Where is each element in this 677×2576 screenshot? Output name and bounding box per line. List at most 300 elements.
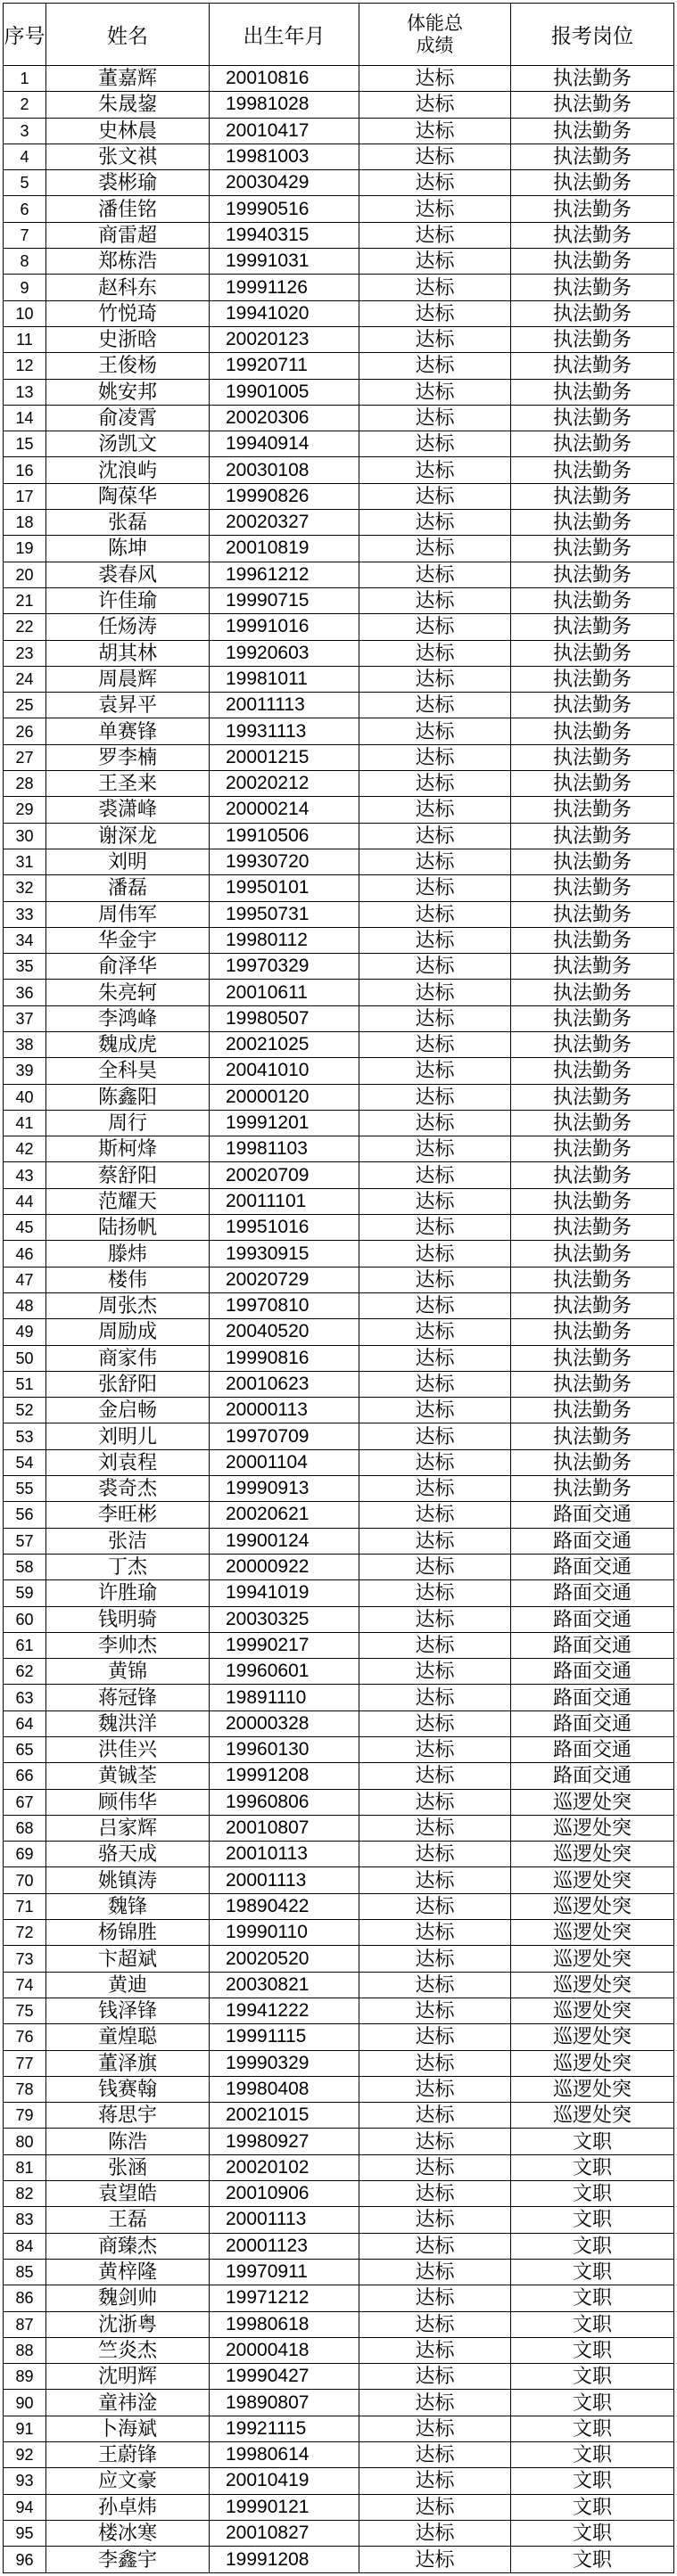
cell-no: 76: [4, 2024, 46, 2050]
cell-no: 24: [4, 666, 46, 692]
table-row: [4, 118, 674, 144]
cell-score: 达标: [359, 1789, 511, 1815]
cell-no: 64: [4, 1710, 46, 1736]
cell-birth: 19981011: [210, 666, 359, 692]
table-row: [4, 1084, 674, 1110]
cell-birth: 20030429: [210, 170, 359, 196]
cell-birth: 19941019: [210, 1580, 359, 1606]
cell-name: 汤凯文: [46, 431, 210, 457]
cell-no: 60: [4, 1606, 46, 1632]
table-row: [4, 849, 674, 874]
cell-post: 路面交通: [511, 1737, 674, 1763]
cell-name: 楼冰寒: [46, 2520, 210, 2546]
cell-score: 达标: [359, 797, 511, 823]
cell-birth: 19940315: [210, 222, 359, 248]
cell-score: 达标: [359, 1946, 511, 1972]
table-row: [4, 1946, 674, 1972]
cell-birth: 20000328: [210, 1710, 359, 1736]
cell-score: 达标: [359, 875, 511, 901]
cell-birth: 19960806: [210, 1789, 359, 1815]
cell-name: 魏洪洋: [46, 1710, 210, 1736]
header-birth: 出生年月: [210, 4, 359, 66]
cell-birth: 20001123: [210, 2233, 359, 2259]
cell-name: 洪佳兴: [46, 1737, 210, 1763]
cell-score: 达标: [359, 1580, 511, 1606]
cell-birth: 19890807: [210, 2390, 359, 2416]
cell-post: 执法勤务: [511, 1319, 674, 1345]
cell-score: 达标: [359, 2468, 511, 2494]
cell-score: 达标: [359, 1005, 511, 1031]
cell-post: 路面交通: [511, 1502, 674, 1528]
cell-no: 30: [4, 823, 46, 849]
table-row: [4, 1972, 674, 1998]
cell-name: 杨锦胜: [46, 1920, 210, 1946]
cell-name: 黄锦: [46, 1659, 210, 1685]
cell-post: 执法勤务: [511, 275, 674, 300]
cell-no: 34: [4, 927, 46, 953]
cell-post: 执法勤务: [511, 1031, 674, 1057]
table-row: [4, 666, 674, 692]
cell-score: 达标: [359, 1842, 511, 1867]
cell-name: 张舒阳: [46, 1371, 210, 1397]
cell-name: 李帅杰: [46, 1632, 210, 1658]
cell-birth: 20000113: [210, 1398, 359, 1423]
cell-birth: 19970329: [210, 954, 359, 980]
cell-post: 路面交通: [511, 1554, 674, 1579]
cell-name: 魏成虎: [46, 1031, 210, 1057]
table-row: [4, 222, 674, 248]
cell-post: 执法勤务: [511, 954, 674, 980]
cell-birth: 19990715: [210, 587, 359, 613]
cell-name: 金启畅: [46, 1398, 210, 1423]
table-row: [4, 823, 674, 849]
cell-no: 93: [4, 2468, 46, 2494]
table-row: [4, 1058, 674, 1084]
cell-no: 19: [4, 536, 46, 562]
table-row: [4, 510, 674, 536]
cell-birth: 19950101: [210, 875, 359, 901]
table-row: [4, 1710, 674, 1736]
cell-score: 达标: [359, 1292, 511, 1318]
cell-no: 44: [4, 1188, 46, 1214]
cell-score: 达标: [359, 2103, 511, 2129]
table-row: [4, 66, 674, 92]
cell-birth: 19961212: [210, 562, 359, 587]
cell-post: 执法勤务: [511, 457, 674, 483]
cell-no: 65: [4, 1737, 46, 1763]
cell-score: 达标: [359, 300, 511, 326]
cell-no: 84: [4, 2233, 46, 2259]
cell-score: 达标: [359, 353, 511, 379]
cell-birth: 20021025: [210, 1031, 359, 1057]
table-row: [4, 875, 674, 901]
cell-post: 执法勤务: [511, 1162, 674, 1188]
cell-name: 郑栋浩: [46, 249, 210, 275]
cell-post: 执法勤务: [511, 666, 674, 692]
table-row: [4, 92, 674, 118]
cell-score: 达标: [359, 1920, 511, 1946]
cell-name: 卜海斌: [46, 2416, 210, 2441]
table-row: [4, 196, 674, 222]
cell-post: 执法勤务: [511, 640, 674, 666]
table-row: [4, 1215, 674, 1241]
cell-birth: 19930915: [210, 1241, 359, 1267]
cell-birth: 19991208: [210, 2547, 359, 2573]
cell-post: 执法勤务: [511, 118, 674, 144]
cell-post: 巡逻处突: [511, 1946, 674, 1972]
cell-score: 达标: [359, 1815, 511, 1841]
table-row: [4, 275, 674, 300]
cell-name: 任炀涛: [46, 614, 210, 640]
table-row: [4, 1893, 674, 1919]
header-post: 报考岗位: [511, 4, 674, 66]
cell-score: 达标: [359, 954, 511, 980]
cell-birth: 19980112: [210, 927, 359, 953]
table-row: [4, 483, 674, 509]
cell-no: 68: [4, 1815, 46, 1841]
cell-birth: 20020520: [210, 1946, 359, 1972]
cell-no: 69: [4, 1842, 46, 1867]
cell-no: 67: [4, 1789, 46, 1815]
cell-name: 俞泽华: [46, 954, 210, 980]
table-row: [4, 1476, 674, 1502]
cell-score: 达标: [359, 1162, 511, 1188]
table-row: [4, 405, 674, 431]
cell-name: 王蔚锋: [46, 2442, 210, 2468]
cell-score: 达标: [359, 1710, 511, 1736]
cell-birth: 20010417: [210, 118, 359, 144]
cell-score: 达标: [359, 510, 511, 536]
cell-birth: 19941222: [210, 1998, 359, 2023]
cell-birth: 19971212: [210, 2285, 359, 2311]
cell-post: 执法勤务: [511, 587, 674, 613]
cell-score: 达标: [359, 2390, 511, 2416]
table-row: [4, 771, 674, 797]
cell-post: 文职: [511, 2259, 674, 2285]
cell-birth: 20030325: [210, 1606, 359, 1632]
cell-post: 执法勤务: [511, 1215, 674, 1241]
cell-name: 李鑫宇: [46, 2547, 210, 2573]
cell-score: 达标: [359, 1685, 511, 1710]
cell-score: 达标: [359, 379, 511, 405]
table-row: [4, 1371, 674, 1397]
cell-birth: 19920711: [210, 353, 359, 379]
cell-no: 62: [4, 1659, 46, 1685]
table-header: [4, 4, 674, 66]
cell-name: 孙卓炜: [46, 2494, 210, 2520]
cell-birth: 20030821: [210, 1972, 359, 1998]
cell-no: 2: [4, 92, 46, 118]
cell-score: 达标: [359, 1893, 511, 1919]
cell-no: 74: [4, 1972, 46, 1998]
cell-birth: 20020729: [210, 1267, 359, 1292]
cell-name: 蔡舒阳: [46, 1162, 210, 1188]
table-row: [4, 2129, 674, 2154]
cell-name: 钱赛翰: [46, 2076, 210, 2102]
cell-post: 巡逻处突: [511, 1789, 674, 1815]
cell-score: 达标: [359, 587, 511, 613]
cell-no: 27: [4, 744, 46, 770]
cell-post: 执法勤务: [511, 927, 674, 953]
table-row: [4, 536, 674, 562]
cell-birth: 19920603: [210, 640, 359, 666]
cell-post: 执法勤务: [511, 1241, 674, 1267]
cell-birth: 19980507: [210, 1005, 359, 1031]
cell-no: 42: [4, 1136, 46, 1162]
cell-name: 刘袁程: [46, 1449, 210, 1475]
table-row: [4, 2416, 674, 2441]
table-row: [4, 2154, 674, 2180]
cell-no: 82: [4, 2181, 46, 2207]
cell-name: 顾伟华: [46, 1789, 210, 1815]
cell-birth: 19980927: [210, 2129, 359, 2154]
header-row: [4, 4, 674, 66]
cell-score: 达标: [359, 980, 511, 1005]
cell-no: 50: [4, 1345, 46, 1371]
cell-score: 达标: [359, 2416, 511, 2441]
cell-birth: 19940914: [210, 431, 359, 457]
table-row: [4, 1737, 674, 1763]
cell-post: 文职: [511, 2442, 674, 2468]
cell-birth: 19990913: [210, 1476, 359, 1502]
cell-post: 执法勤务: [511, 693, 674, 718]
cell-post: 文职: [511, 2337, 674, 2363]
cell-birth: 19990329: [210, 2050, 359, 2076]
cell-score: 达标: [359, 927, 511, 953]
table-row: [4, 2103, 674, 2129]
cell-name: 黄梓隆: [46, 2259, 210, 2285]
cell-no: 31: [4, 849, 46, 874]
table-row: [4, 927, 674, 953]
cell-no: 90: [4, 2390, 46, 2416]
cell-name: 陆扬帆: [46, 1215, 210, 1241]
cell-score: 达标: [359, 1972, 511, 1998]
table-row: [4, 587, 674, 613]
cell-score: 达标: [359, 1058, 511, 1084]
cell-birth: 19890422: [210, 1893, 359, 1919]
table-row: [4, 2076, 674, 2102]
cell-no: 9: [4, 275, 46, 300]
cell-name: 竺炎杰: [46, 2337, 210, 2363]
cell-post: 执法勤务: [511, 980, 674, 1005]
cell-no: 89: [4, 2364, 46, 2390]
cell-name: 张文祺: [46, 144, 210, 169]
cell-birth: 19921115: [210, 2416, 359, 2441]
cell-no: 29: [4, 797, 46, 823]
cell-score: 达标: [359, 2129, 511, 2154]
table-row: [4, 901, 674, 927]
cell-name: 朱亮轲: [46, 980, 210, 1005]
cell-birth: 19990826: [210, 483, 359, 509]
cell-score: 达标: [359, 640, 511, 666]
table-row: [4, 1345, 674, 1371]
table-row: [4, 2050, 674, 2076]
cell-post: 执法勤务: [511, 875, 674, 901]
cell-birth: 19900124: [210, 1528, 359, 1554]
cell-name: 李鸿峰: [46, 1005, 210, 1031]
cell-birth: 20020709: [210, 1162, 359, 1188]
cell-no: 55: [4, 1476, 46, 1502]
table-row: [4, 1580, 674, 1606]
cell-no: 23: [4, 640, 46, 666]
cell-birth: 19931113: [210, 718, 359, 744]
cell-name: 陈鑫阳: [46, 1084, 210, 1110]
cell-post: 执法勤务: [511, 1292, 674, 1318]
cell-name: 史林晨: [46, 118, 210, 144]
cell-post: 文职: [511, 2154, 674, 2180]
cell-birth: 19970709: [210, 1423, 359, 1449]
cell-post: 执法勤务: [511, 144, 674, 169]
cell-birth: 20000214: [210, 797, 359, 823]
cell-score: 达标: [359, 2207, 511, 2233]
cell-no: 1: [4, 66, 46, 92]
cell-no: 61: [4, 1632, 46, 1658]
cell-name: 史浙晗: [46, 326, 210, 352]
cell-no: 15: [4, 431, 46, 457]
cell-name: 商雷超: [46, 222, 210, 248]
cell-birth: 20011113: [210, 693, 359, 718]
cell-birth: 20011101: [210, 1188, 359, 1214]
table-row: [4, 1685, 674, 1710]
cell-post: 巡逻处突: [511, 2076, 674, 2102]
cell-name: 滕炜: [46, 1241, 210, 1267]
cell-no: 7: [4, 222, 46, 248]
cell-post: 执法勤务: [511, 744, 674, 770]
table-row: [4, 1267, 674, 1292]
cell-birth: 19990816: [210, 1345, 359, 1371]
cell-score: 达标: [359, 1737, 511, 1763]
cell-score: 达标: [359, 2024, 511, 2050]
cell-birth: 19991208: [210, 1763, 359, 1789]
cell-post: 路面交通: [511, 1685, 674, 1710]
cell-birth: 20020102: [210, 2154, 359, 2180]
table-row: [4, 1292, 674, 1318]
cell-birth: 20020212: [210, 771, 359, 797]
cell-score: 达标: [359, 1136, 511, 1162]
cell-score: 达标: [359, 92, 511, 118]
header-fitness-line1: 体能总: [407, 12, 463, 34]
cell-no: 63: [4, 1685, 46, 1710]
cell-post: 执法勤务: [511, 92, 674, 118]
cell-post: 执法勤务: [511, 1267, 674, 1292]
table-row: [4, 1398, 674, 1423]
cell-score: 达标: [359, 275, 511, 300]
cell-name: 童煌聪: [46, 2024, 210, 2050]
cell-no: 71: [4, 1893, 46, 1919]
cell-no: 94: [4, 2494, 46, 2520]
cell-post: 路面交通: [511, 1528, 674, 1554]
cell-post: 路面交通: [511, 1659, 674, 1685]
cell-post: 巡逻处突: [511, 2050, 674, 2076]
table-row: [4, 2468, 674, 2494]
cell-score: 达标: [359, 1267, 511, 1292]
table-row: [4, 2494, 674, 2520]
cell-name: 王俊杨: [46, 353, 210, 379]
cell-birth: 20020621: [210, 1502, 359, 1528]
cell-no: 5: [4, 170, 46, 196]
cell-score: 达标: [359, 1371, 511, 1397]
cell-score: 达标: [359, 1215, 511, 1241]
cell-birth: 19980408: [210, 2076, 359, 2102]
cell-name: 沈浪屿: [46, 457, 210, 483]
cell-no: 83: [4, 2207, 46, 2233]
cell-post: 巡逻处突: [511, 1920, 674, 1946]
cell-no: 52: [4, 1398, 46, 1423]
cell-no: 46: [4, 1241, 46, 1267]
cell-birth: 19970810: [210, 1292, 359, 1318]
cell-no: 21: [4, 587, 46, 613]
table-row: [4, 300, 674, 326]
cell-birth: 20001215: [210, 744, 359, 770]
cell-no: 75: [4, 1998, 46, 2023]
cell-score: 达标: [359, 1241, 511, 1267]
cell-score: 达标: [359, 718, 511, 744]
cell-birth: 19990516: [210, 196, 359, 222]
cell-score: 达标: [359, 1031, 511, 1057]
cell-score: 达标: [359, 1606, 511, 1632]
cell-no: 72: [4, 1920, 46, 1946]
cell-no: 13: [4, 379, 46, 405]
table-row: [4, 1659, 674, 1685]
cell-post: 执法勤务: [511, 405, 674, 431]
cell-no: 96: [4, 2547, 46, 2573]
cell-post: 路面交通: [511, 1632, 674, 1658]
table-row: [4, 1528, 674, 1554]
table-row: [4, 170, 674, 196]
cell-birth: 19901005: [210, 379, 359, 405]
cell-score: 达标: [359, 2311, 511, 2337]
cell-no: 6: [4, 196, 46, 222]
cell-name: 袁望皓: [46, 2181, 210, 2207]
cell-name: 周伟军: [46, 901, 210, 927]
cell-name: 胡其林: [46, 640, 210, 666]
cell-name: 黄铖荃: [46, 1763, 210, 1789]
table-row: [4, 2547, 674, 2573]
cell-post: 路面交通: [511, 1763, 674, 1789]
cell-birth: 19951016: [210, 1215, 359, 1241]
cell-post: 执法勤务: [511, 797, 674, 823]
cell-no: 40: [4, 1084, 46, 1110]
table-row: [4, 1842, 674, 1867]
cell-birth: 19990110: [210, 1920, 359, 1946]
cell-birth: 20010807: [210, 1815, 359, 1841]
cell-birth: 19981103: [210, 1136, 359, 1162]
cell-post: 执法勤务: [511, 510, 674, 536]
cell-birth: 20020123: [210, 326, 359, 352]
cell-no: 54: [4, 1449, 46, 1475]
cell-score: 达标: [359, 2364, 511, 2390]
cell-name: 王圣来: [46, 771, 210, 797]
cell-no: 26: [4, 718, 46, 744]
table-row: [4, 718, 674, 744]
cell-post: 执法勤务: [511, 1423, 674, 1449]
header-fitness-score: [359, 4, 511, 66]
table-row: [4, 797, 674, 823]
cell-birth: 19980618: [210, 2311, 359, 2337]
cell-name: 全科昊: [46, 1058, 210, 1084]
cell-no: 36: [4, 980, 46, 1005]
cell-birth: 20000418: [210, 2337, 359, 2363]
cell-no: 81: [4, 2154, 46, 2180]
table-row: [4, 693, 674, 718]
table-row: [4, 744, 674, 770]
table-row: [4, 1789, 674, 1815]
table-row: [4, 2285, 674, 2311]
cell-name: 裘奇杰: [46, 1476, 210, 1502]
cell-post: 执法勤务: [511, 1005, 674, 1031]
cell-score: 达标: [359, 1632, 511, 1658]
cell-post: 执法勤务: [511, 249, 674, 275]
